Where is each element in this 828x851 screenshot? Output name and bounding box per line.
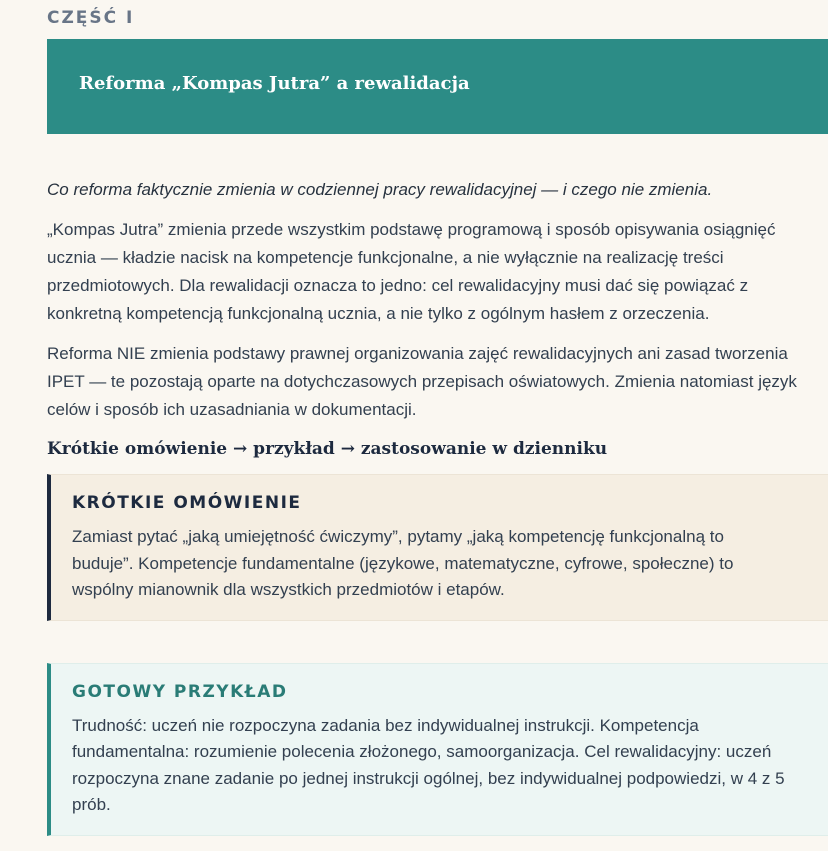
example-line: Trudność: uczeń nie rozpoczyna zadania bez indywidualnej instrukcji. Kompetencja — [72, 715, 699, 735]
part-label: CZĘŚĆ I — [47, 8, 135, 28]
paragraph-line: Reforma NIE zmienia podstawy prawnej organizowania zajęć rewalidacyjnych ani zasad tworzenia — [47, 344, 788, 363]
paragraph-line: ucznia — kładzie nacisk na kompetencje funkcjonalne, a nie wyłącznie na realizację treści — [47, 248, 724, 267]
example-title: GOTOWY PRZYKŁAD — [72, 681, 288, 702]
paragraph-reform-changes — [47, 216, 828, 328]
paragraph-line: konkretną kompetencją funkcjonalną ucznia, a nie tylko z ogólnym hasłem z orzeczenia. — [47, 304, 710, 323]
overview-title: KRÓTKIE OMÓWIENIE — [72, 493, 302, 513]
overview-box — [47, 474, 828, 621]
overview-text — [72, 524, 827, 604]
paragraph-line: przedmiotowych. Dla rewalidacji oznacza to jedno: cel rewalidacyjny musi dać się powiązać z — [47, 276, 749, 295]
overview-line: wspólny mianownik dla wszystkich przedmiotów i etapów. — [72, 580, 505, 599]
example-text — [72, 713, 827, 819]
lead-text: Co reforma faktycznie zmienia w codziennej pracy rewalidacyjnej — i czego nie zmienia. — [47, 180, 713, 199]
example-box — [47, 663, 828, 836]
paragraph-line: celów i sposób ich uzasadniania w dokumentacji. — [47, 400, 417, 419]
example-line: prób. — [72, 795, 111, 814]
paragraph-line: IPET — te pozostają oparte na dotychczasowych przepisach oświatowych. Zmienia natomiast język — [47, 372, 797, 391]
subheading: Krótkie omówienie → przykład → zastosowanie w dzienniku — [47, 439, 608, 459]
overview-line: buduje”. Kompetencje fundamentalne (językowe, matematyczne, cyfrowe, społeczne) to — [72, 553, 734, 573]
section-title: Reforma „Kompas Jutra” a rewalidacja — [79, 73, 470, 94]
example-line: rozpoczyna znane zadanie po jednej instrukcji ogólnej, bez indywidualnej podpowiedzi, w 4 z 5 — [72, 768, 785, 788]
paragraph-reform-not-changes — [47, 340, 828, 424]
example-line: fundamentalna: rozumienie polecenia złożonego, samoorganizacja. Cel rewalidacyjny: uczeń — [72, 742, 772, 761]
main-content — [47, 176, 828, 836]
section-banner — [47, 39, 828, 134]
paragraph-line: „Kompas Jutra” zmienia przede wszystkim podstawę programową i sposób opisywania osiągnięć — [47, 220, 776, 239]
overview-line: Zamiast pytać „jaką umiejętność ćwiczymy”, pytamy „jaką kompetencję funkcjonalną to — [72, 527, 724, 546]
